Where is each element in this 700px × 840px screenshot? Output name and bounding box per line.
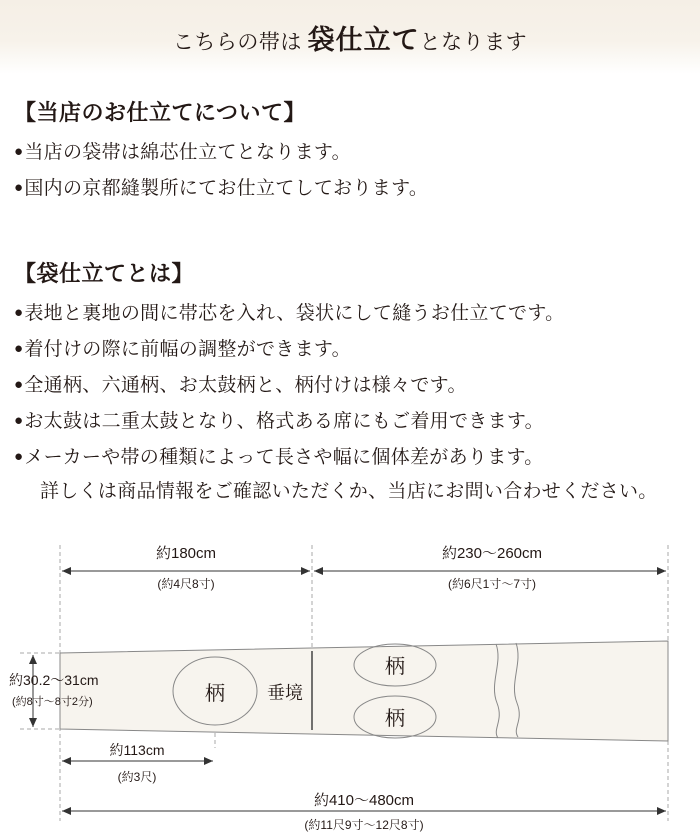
content-area — [0, 96, 700, 503]
list-item — [14, 179, 686, 199]
dimension-bottom-left-sub: (約3尺) — [117, 769, 157, 784]
page-title-suffix: となります — [419, 30, 528, 54]
list-item — [14, 376, 686, 396]
page-title-emphasis: 袋仕立て — [307, 25, 420, 55]
list-item-text: お太鼓は二重太鼓となり、格式ある席にもご着用できます。 — [24, 410, 544, 432]
dimension-bottom-total-sub: (約11尺9寸〜12尺8寸) — [304, 817, 424, 832]
page-title-prefix: こちらの帯は — [172, 30, 308, 54]
list-item-text: 全通柄、六通柄、お太鼓柄と、柄付けは様々です。 — [24, 374, 467, 396]
dimension-bottom-left — [62, 757, 213, 765]
section-note: 詳しくは商品情報をご確認いただくか、当店にお問い合わせください。 — [40, 480, 658, 502]
bullet-icon: ● — [14, 448, 24, 465]
list-item-text: 着付けの際に前幅の調整ができます。 — [24, 338, 351, 360]
list-item-text: 当店の袋帯は綿芯仕立てとなります。 — [24, 142, 351, 163]
header-banner — [0, 0, 700, 74]
list-item-text: 表地と裏地の間に帯芯を入れ、袋状にして縫うお仕立てです。 — [24, 302, 565, 324]
dimension-top-left — [62, 567, 310, 575]
dimension-top-right-main: 約230〜260cm — [441, 544, 543, 562]
dimension-top-right — [314, 567, 666, 575]
dimension-top-right-sub: (約6尺1寸〜7寸) — [447, 576, 537, 591]
list-item — [14, 340, 686, 360]
dimension-left-main: 約30.2〜31cm — [9, 671, 99, 688]
section-list-shop-tailoring — [14, 143, 686, 199]
pattern-label-bottom-right: 柄 — [385, 707, 405, 730]
dimension-bottom-total-main: 約410〜480cm — [313, 791, 415, 809]
pattern-label-top-right: 柄 — [385, 655, 405, 678]
list-item — [14, 412, 686, 432]
list-item — [14, 304, 686, 324]
list-item — [14, 448, 686, 468]
bullet-icon: ● — [14, 144, 24, 160]
section-heading-shop-tailoring: 【当店のお仕立てについて】 — [14, 100, 307, 125]
section-heading-fukuro-definition: 【袋仕立てとは】 — [14, 260, 195, 286]
dimension-left-sub: (約8寸〜8寸2分) — [12, 695, 93, 708]
obi-dimension-diagram — [0, 533, 700, 833]
list-item — [14, 143, 686, 163]
dimension-top-left-sub: (約4尺8寸) — [157, 576, 215, 591]
list-item-text: メーカーや帯の種類によって長さや幅に個体差があります。 — [24, 446, 544, 468]
bullet-icon: ● — [14, 376, 24, 393]
pattern-label-left: 柄 — [205, 682, 225, 705]
list-item-text: 国内の京都縫製所にてお仕立てしております。 — [24, 177, 429, 199]
bullet-icon: ● — [14, 340, 24, 357]
bullet-icon: ● — [14, 412, 24, 429]
bullet-icon: ● — [14, 179, 24, 196]
divider-label: 垂境 — [267, 682, 303, 703]
dimension-left-width — [20, 653, 60, 729]
bullet-icon: ● — [14, 304, 24, 321]
page-title — [0, 18, 700, 57]
dimension-top-left-main: 約180cm — [155, 544, 217, 562]
obi-body-shape — [60, 641, 668, 741]
section-list-fukuro-definition — [14, 304, 686, 468]
dimension-bottom-left-main: 約113cm — [109, 741, 165, 758]
